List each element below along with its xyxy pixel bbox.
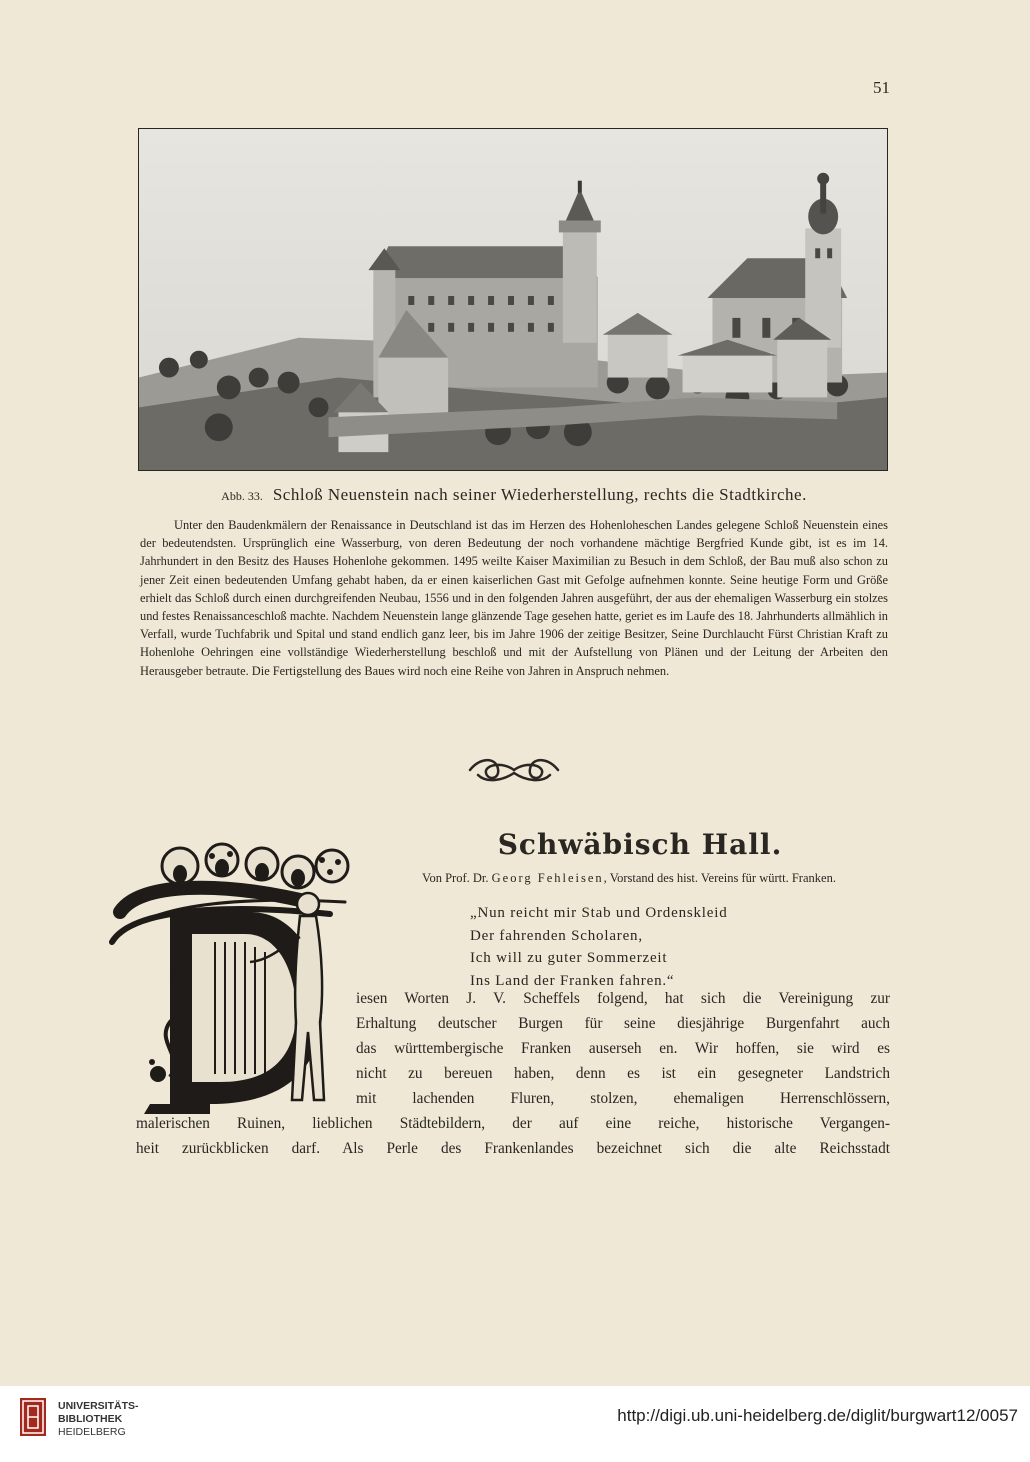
body-text-line: malerischen Ruinen, lieblichen Städtebildern, der auf eine reiche, historische Vergangen-: [136, 1115, 890, 1132]
body-text-line: nicht zu bereuen haben, denn es ist ein gesegneter Landstrich: [356, 1065, 890, 1082]
page-number: 51: [873, 78, 890, 97]
initial-monogram: RB: [212, 1088, 228, 1100]
byline-suffix: , Vorstand des hist. Vereins für württ. Franken.: [603, 871, 836, 885]
byline-author: Georg Fehleisen: [491, 871, 604, 885]
poem-line: Ins Land der Franken fahren.“: [470, 972, 675, 989]
article-byline: [368, 871, 890, 886]
figure-label: Abb. 33.: [221, 489, 263, 503]
figure-caption: [140, 485, 888, 505]
digital-library-url[interactable]: http://digi.ub.uni-heidelberg.de/diglit/burgwart12/0057: [617, 1406, 1018, 1425]
poem-quote: [470, 902, 890, 992]
institution-line: BIBLIOTHEK: [58, 1413, 123, 1425]
poem-line: „Nun reicht mir Stab und Ordenskleid: [470, 905, 728, 921]
poem-line: Ich will zu guter Sommerzeit: [470, 950, 668, 966]
illustrated-initial-d-image: [100, 842, 356, 1114]
university-library-logo-icon: [20, 1398, 46, 1436]
article-title: Schwäbisch Hall.: [497, 828, 783, 861]
body-text-line: mit lachenden Fluren, stolzen, ehemaligen Herrenschlössern,: [356, 1090, 890, 1107]
figure-caption-text: Schloß Neuenstein nach seiner Wiederherstellung, rechts die Stadtkirche.: [272, 485, 807, 504]
body-text-line: iesen Worten J. V. Scheffels folgend, hat sich die Vereinigung zur: [356, 990, 890, 1007]
poem-line: Der fahrenden Scholaren,: [470, 927, 643, 944]
castle-photograph: [138, 128, 888, 471]
byline-prefix: Von Prof. Dr.: [422, 871, 489, 885]
castle-description-paragraph: Unter den Baudenkmälern der Renaissance in Deutschland ist das im Herzen des Hohenloheschen Landes gelegene Schloß Neuenstein eines der bedeutendsten. Ursprünglich eine Wasserburg, von deren Bedeutung der noch vorhandene mächtige Bergfried Kunde gibt, ist es im 14. Jahrhundert in den Besitz des Hauses Hohenlohe gekommen. 1495 weilte Kaiser Maximilian zu Besuch in dem Schloß, der Bau muß also schon zu jener Zeit einen bedeutenden Umfang gehabt haben, da er einen kaiserlichen Gast mit Gefolge aufnehmen konnte. Seine heutige Form und Größe erhielt das Schloß durch einen durchgreifenden Neubau, 1556 und in den folgenden Jahren ausgeführt, der aus der ehemaligen Wasserburg ein stolzes und festes Renaissanceschloß machte. Nachdem Neuenstein lange glänzende Tage gesehen hatte, geriet es im Laufe des 18. Jahrhunderts allmählich in Verfall, wurde Tuchfabrik und Spital und stand endlich ganz leer, bis im Jahre 1906 der zeitige Besitzer, Seine Durchlaucht Fürst Christian Kraft zu Hohenlohe Oehringen eine vollständige Wiederherstellung beschloß und mit der Aufstellung von Plänen und der Leitung der Arbeiten den Herausgeber betraute. Die Fertigstellung des Baues wird noch eine Reihe von Jahren in Anspruch nehmen.: [140, 518, 888, 678]
library-footer: [0, 1386, 1030, 1462]
body-text-line: das württembergische Franken auserseh en. Wir hoffen, sie wird es: [356, 1040, 890, 1057]
body-text-line: heit zurückblicken darf. Als Perle des Frankenlandes bezeichnet sich die alte Reichsstadt: [136, 1140, 890, 1157]
body-text-line: Erhaltung deutscher Burgen für seine diesjährige Burgenfahrt auch: [356, 1015, 890, 1032]
decorated-initial: [100, 842, 356, 1114]
institution-name: [58, 1400, 139, 1439]
castle-model-image: [139, 129, 887, 470]
decorative-ornament: [466, 755, 562, 785]
institution-line: HEIDELBERG: [58, 1426, 126, 1438]
institution-line: UNIVERSITÄTS-: [58, 1400, 139, 1412]
